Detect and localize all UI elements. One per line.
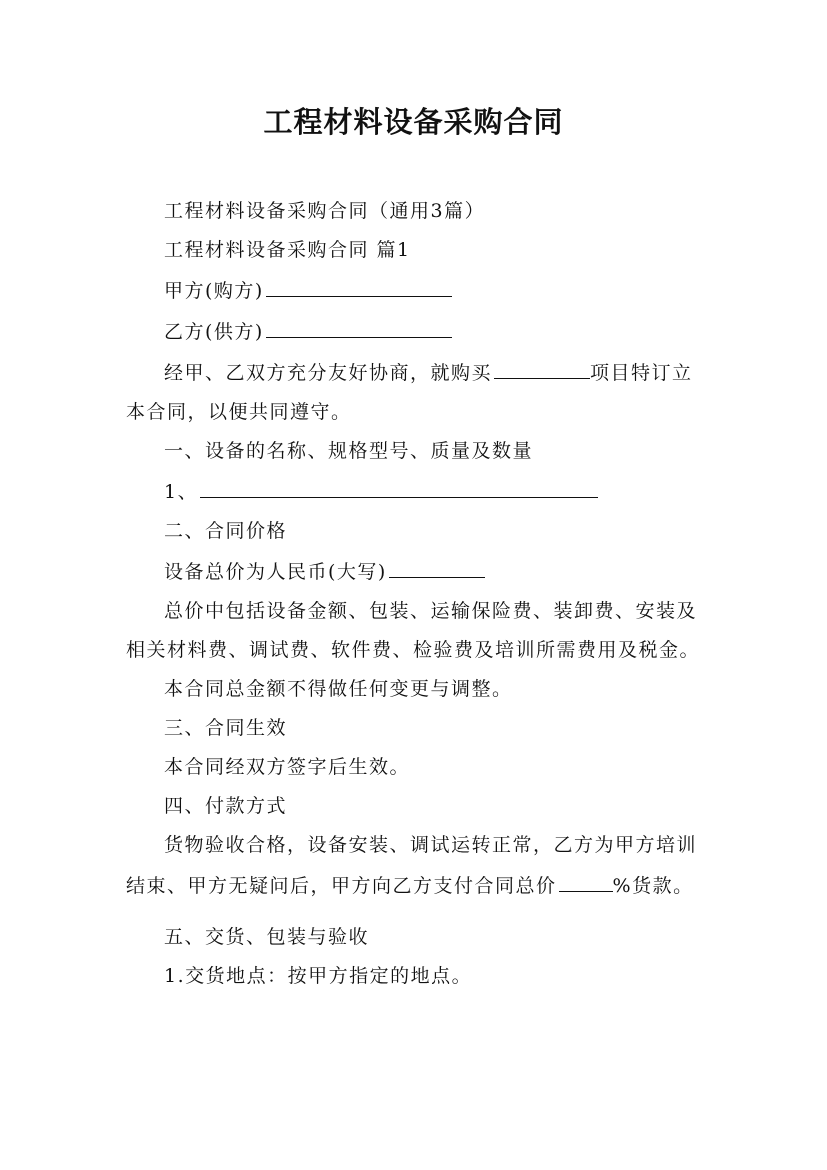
item-1-label: 1、 — [164, 481, 199, 503]
project-blank — [494, 352, 590, 379]
subtitle: 工程材料设备采购合同（通用3篇） — [164, 200, 486, 222]
section-4-heading: 四、付款方式 — [164, 795, 288, 817]
total-price-label: 设备总价为人民币(大写) — [164, 561, 387, 583]
no-change-paragraph: 本合同总金额不得做任何变更与调整。 — [164, 678, 513, 700]
section-5-heading: 五、交货、包装与验收 — [164, 926, 370, 948]
price-includes-paragraph: 总价中包括设备金额、包装、运输保险费、装卸费、安装及相关材料费、调试费、软件费、检验费及培训所需费用及税金。 — [126, 600, 701, 661]
payment-percent-blank — [559, 865, 613, 892]
party-a-blank — [266, 270, 452, 297]
document-title: 工程材料设备采购合同 — [263, 105, 564, 139]
party-a-line — [126, 270, 710, 311]
effective-paragraph: 本合同经双方签字后生效。 — [164, 756, 411, 778]
section-3-heading: 三、合同生效 — [164, 717, 288, 739]
payment-text-pre: 货物验收合格，设备安装、调试运转正常，乙方为甲方培训结束、甲方无疑问后，甲方向乙方支付合同总价 — [126, 834, 698, 897]
delivery-place-paragraph: 1.交货地点：按甲方指定的地点。 — [164, 965, 473, 987]
item-1-blank — [200, 471, 598, 498]
section-2-heading: 二、合同价格 — [164, 520, 288, 542]
party-b-label: 乙方(供方) — [164, 321, 264, 343]
party-b-blank — [266, 311, 452, 338]
payment-text-post: %货款。 — [612, 875, 694, 897]
intro-text-pre: 经甲、乙双方充分友好协商，就购买 — [164, 362, 493, 384]
party-b-line — [126, 311, 710, 352]
section-1-heading: 一、设备的名称、规格型号、质量及数量 — [164, 440, 534, 462]
intro-text-post: 项目特订立本合同，以便共同遵守。 — [126, 362, 693, 423]
section-gap — [126, 906, 710, 918]
part-heading: 工程材料设备采购合同 篇1 — [164, 239, 411, 261]
payment-paragraph — [126, 826, 710, 906]
document-body — [126, 192, 710, 996]
party-a-label: 甲方(购方) — [164, 280, 264, 302]
section-1-item-1 — [126, 471, 710, 512]
intro-paragraph — [126, 352, 710, 432]
total-price-line — [126, 551, 710, 592]
total-price-blank — [389, 551, 485, 578]
